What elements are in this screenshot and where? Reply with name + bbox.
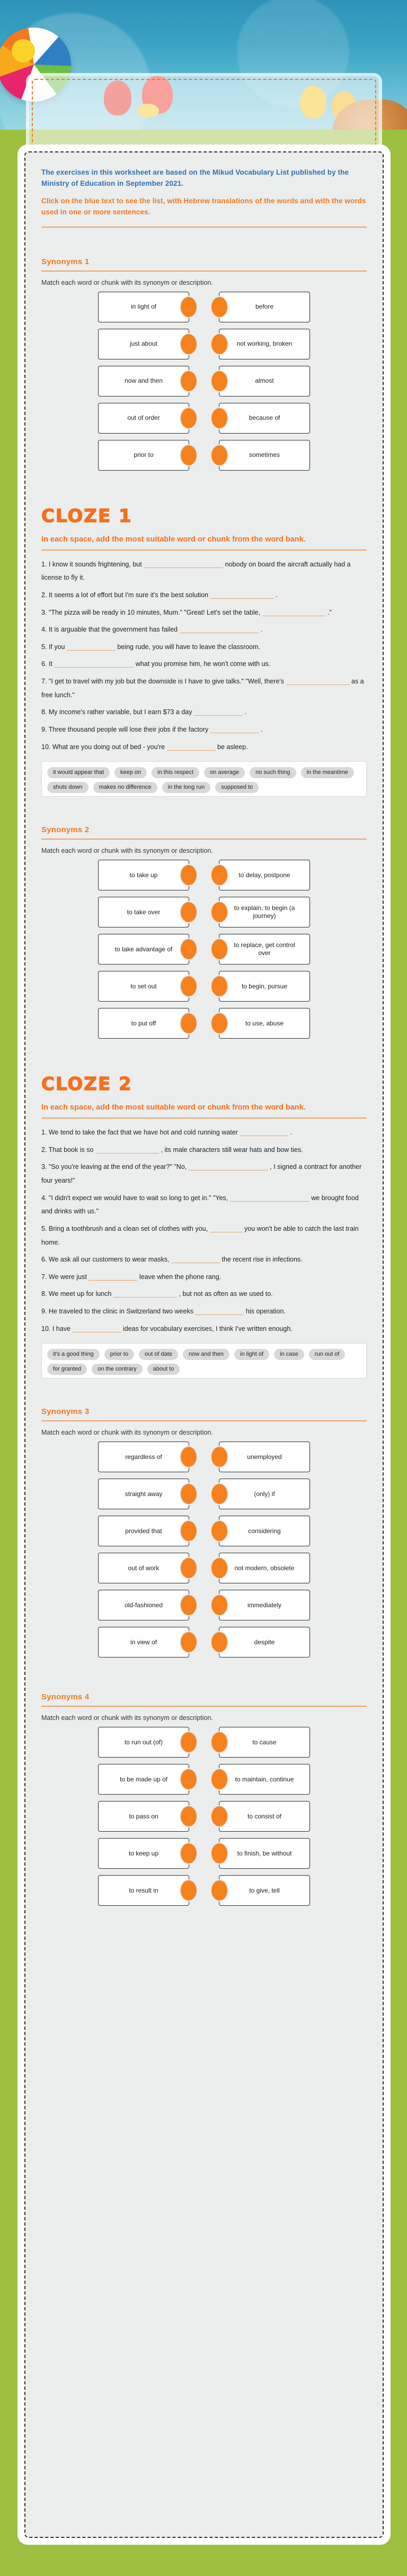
match-left-box[interactable]	[98, 1442, 189, 1472]
match-left-label: out of order	[127, 414, 160, 422]
match-left-label: to keep up	[128, 1849, 159, 1857]
match-row	[41, 1442, 367, 1472]
match-left-box[interactable]	[98, 1590, 189, 1620]
cloze-blank[interactable]	[167, 743, 216, 751]
match-right-label: unemployed	[247, 1453, 282, 1461]
match-right-label: not modern, obsolete	[234, 1564, 295, 1572]
match-row	[41, 403, 367, 434]
match-list-synonyms-1	[41, 292, 367, 471]
word-bank-chip[interactable]: in the long run	[162, 782, 211, 793]
match-right-label: despite	[254, 1638, 275, 1646]
cloze-item: 10. What are you doing out of bed - you're be asleep.	[41, 743, 248, 751]
divider	[41, 550, 367, 551]
cloze-blank[interactable]	[113, 1290, 177, 1298]
match-left-box[interactable]	[98, 366, 189, 397]
connector-dot-icon[interactable]	[211, 1732, 227, 1752]
cloze-item: 3. "So you're leaving at the end of the year?" "No, , I signed a contract for another four years!"	[41, 1163, 362, 1185]
match-right-box[interactable]	[219, 329, 310, 359]
match-row	[41, 934, 367, 965]
match-row	[41, 1627, 367, 1658]
cloze-item: 1. We tend to take the fact that we have hot and cold running water .	[41, 1129, 293, 1137]
match-right-label: considering	[248, 1527, 281, 1535]
match-right-box[interactable]	[219, 1727, 310, 1758]
match-left-box[interactable]	[98, 1516, 189, 1546]
match-row	[41, 971, 367, 1002]
connector-dot-icon[interactable]	[181, 334, 197, 354]
match-left-box[interactable]	[98, 403, 189, 434]
connector-dot-icon[interactable]	[181, 1484, 197, 1504]
match-left-label: old-fashioned	[124, 1601, 163, 1609]
word-bank-chip[interactable]: on average	[204, 767, 245, 778]
match-left-box[interactable]	[98, 1627, 189, 1658]
match-right-box[interactable]	[219, 1590, 310, 1620]
match-right-label: before	[255, 303, 274, 311]
cloze-blank[interactable]	[95, 1146, 159, 1154]
match-right-box[interactable]	[219, 1516, 310, 1546]
connector-dot-icon[interactable]	[211, 1447, 227, 1467]
connector-dot-icon[interactable]	[181, 1447, 197, 1467]
worksheet-sheet	[21, 148, 387, 2541]
cloze-item: 5. If you being rude, you will have to leave the classroom.	[41, 643, 261, 651]
match-list-synonyms-3	[41, 1442, 367, 1658]
cloze-item: 6. It what you promise him, he won't come with us.	[41, 660, 271, 668]
word-bank-chip[interactable]: now and then	[183, 1349, 229, 1360]
intro-blue-text[interactable]: The exercises in this worksheet are based on the Mikud Vocabulary List published by the Ministry of Education in September 2021.	[41, 168, 349, 187]
connector-dot-icon[interactable]	[181, 1769, 197, 1789]
cloze-item: 10. I have ideas for vocabulary exercises, I think I've written enough.	[41, 1325, 293, 1332]
match-left-box[interactable]	[98, 860, 189, 890]
match-left-label: out of work	[128, 1564, 160, 1572]
worksheet-content	[24, 151, 384, 2538]
match-left-label: to run out (of)	[124, 1738, 163, 1746]
match-row	[41, 1590, 367, 1620]
cloze-instruction: In each space, add the most suitable word or chunk from the word bank.	[41, 535, 306, 544]
connector-dot-icon[interactable]	[211, 371, 227, 391]
cloze-blank[interactable]	[210, 725, 259, 733]
match-right-label: sometimes	[249, 451, 280, 459]
match-left-label: to put off	[131, 1019, 156, 1027]
match-row	[41, 1553, 367, 1583]
match-row	[41, 1764, 367, 1795]
match-right-label: (only) if	[254, 1490, 275, 1498]
cloze-list-2	[41, 1126, 367, 1336]
cloze-item: 3. "The pizza will be ready in 10 minutes, Mum." "Great! Let's set the table, ."	[41, 608, 332, 616]
cloze-list-1	[41, 558, 367, 754]
connector-dot-icon[interactable]	[181, 865, 197, 885]
connector-dot-icon[interactable]	[181, 976, 197, 996]
cloze-item: 8. We meet up for lunch , but not as often as we used to.	[41, 1290, 273, 1298]
cloze-blank[interactable]	[195, 1307, 244, 1315]
connector-dot-icon[interactable]	[181, 371, 197, 391]
match-right-box[interactable]	[219, 897, 310, 927]
word-bank-chip[interactable]: shuts down	[47, 782, 89, 793]
match-left-box[interactable]	[98, 440, 189, 471]
section-title-synonyms-3: Synonyms 3	[41, 1407, 90, 1417]
match-row	[41, 897, 367, 927]
section-title-cloze-1: CLOZE 1	[41, 505, 132, 527]
match-left-box[interactable]	[98, 1764, 189, 1795]
cloze-item: 9. Three thousand people will lose their jobs if the factory .	[41, 725, 263, 733]
match-right-box[interactable]	[219, 1875, 310, 1906]
connector-dot-icon[interactable]	[181, 1595, 197, 1615]
match-right-label: to finish, be without	[237, 1849, 292, 1857]
section-title-cloze-2: CLOZE 2	[41, 1074, 132, 1095]
match-right-label: not working, broken	[236, 340, 293, 348]
match-instruction: Match each word or chunk with its synonym or description.	[41, 847, 213, 855]
match-right-label: almost	[255, 377, 274, 385]
match-row	[41, 292, 367, 322]
word-bank-chip[interactable]: prior to	[104, 1349, 134, 1360]
cloze-blank[interactable]	[72, 1325, 121, 1332]
intro-orange-text: Click on the blue text to see the list, with Hebrew translations of the words and with the words used in one or more sentences.	[41, 196, 366, 216]
match-right-box[interactable]	[219, 1801, 310, 1832]
match-left-box[interactable]	[98, 292, 189, 322]
connector-dot-icon[interactable]	[211, 1880, 227, 1901]
word-bank-chip[interactable]: makes no difference	[93, 782, 157, 793]
word-bank-chip[interactable]: out of date	[139, 1349, 178, 1360]
word-bank-chip[interactable]: in this respect	[152, 767, 199, 778]
match-right-box[interactable]	[219, 440, 310, 471]
section-title-synonyms-4: Synonyms 4	[41, 1692, 90, 1702]
match-left-label: prior to	[134, 451, 154, 459]
connector-dot-icon[interactable]	[181, 1880, 197, 1901]
match-right-label: to use, abuse	[245, 1019, 284, 1027]
word-bank-chip[interactable]: it would appear that	[47, 767, 110, 778]
match-left-box[interactable]	[98, 329, 189, 359]
match-right-label: to replace, get control over	[234, 941, 295, 957]
match-left-label: to take advantage of	[114, 945, 173, 953]
match-left-label: to result in	[129, 1886, 158, 1894]
match-list-synonyms-4	[41, 1727, 367, 1906]
match-left-label: straight away	[125, 1490, 163, 1498]
match-left-label: provided that	[125, 1527, 162, 1535]
word-bank-chip[interactable]: keep on	[114, 767, 147, 778]
match-left-label: just about	[129, 340, 158, 348]
cloze-blank[interactable]	[67, 643, 116, 651]
word-bank-chip[interactable]: in case	[274, 1349, 304, 1360]
match-row	[41, 1727, 367, 1758]
match-left-label: to be made up of	[119, 1775, 168, 1783]
match-left-box[interactable]	[98, 1875, 189, 1906]
match-right-box[interactable]	[219, 366, 310, 397]
match-right-box[interactable]	[219, 1442, 310, 1472]
match-instruction: Match each word or chunk with its synonym or description.	[41, 1429, 213, 1437]
connector-dot-icon[interactable]	[181, 1632, 197, 1652]
cloze-item: 7. "I get to travel with my job but the downside is I have to give talks." "Well, there's as a free lunch."	[41, 678, 364, 699]
connector-dot-icon[interactable]	[211, 297, 227, 317]
cloze-blank[interactable]	[230, 1194, 309, 1202]
cloze-item: 7. We were just leave when the phone rang.	[41, 1273, 222, 1281]
connector-dot-icon[interactable]	[181, 1521, 197, 1541]
connector-dot-icon[interactable]	[181, 1558, 197, 1578]
cloze-blank[interactable]	[171, 1255, 220, 1263]
match-left-label: to take up	[129, 871, 158, 879]
word-bank-chip[interactable]: for granted	[47, 1364, 87, 1375]
section-title-synonyms-2: Synonyms 2	[41, 825, 90, 835]
match-row	[41, 1801, 367, 1832]
connector-dot-icon[interactable]	[211, 1484, 227, 1504]
cloze-item: 1. I know it sounds frightening, but nobody on board the aircraft actually had a license to fly it.	[41, 560, 351, 582]
connector-dot-icon[interactable]	[211, 976, 227, 996]
cloze-blank[interactable]	[144, 560, 223, 568]
match-left-box[interactable]	[98, 897, 189, 927]
connector-dot-icon[interactable]	[211, 1013, 227, 1033]
match-row	[41, 440, 367, 471]
match-right-box[interactable]	[219, 292, 310, 322]
match-row	[41, 1479, 367, 1509]
match-right-box[interactable]	[219, 934, 310, 965]
cloze-blank[interactable]	[89, 1273, 137, 1281]
cloze-blank[interactable]	[194, 708, 243, 716]
word-bank-chip[interactable]: in the meantime	[301, 767, 354, 778]
match-row	[41, 329, 367, 359]
match-instruction: Match each word or chunk with its synonym or description.	[41, 278, 213, 286]
cloze-blank[interactable]	[262, 608, 326, 616]
cloze-item: 8. My income's rather variable, but I earn $73 a day .	[41, 708, 246, 716]
connector-dot-icon[interactable]	[211, 1595, 227, 1615]
connector-dot-icon[interactable]	[211, 902, 227, 922]
connector-dot-icon[interactable]	[211, 1769, 227, 1789]
match-row	[41, 1516, 367, 1546]
match-right-box[interactable]	[219, 1553, 310, 1583]
match-left-box[interactable]	[98, 971, 189, 1002]
connector-dot-icon[interactable]	[211, 334, 227, 354]
match-left-box[interactable]	[98, 1553, 189, 1583]
match-row	[41, 1838, 367, 1869]
match-right-box[interactable]	[219, 1627, 310, 1658]
connector-dot-icon[interactable]	[211, 1558, 227, 1578]
match-right-box[interactable]	[219, 860, 310, 890]
cloze-blank[interactable]	[240, 1128, 288, 1136]
word-bank-chip[interactable]: about to	[147, 1364, 180, 1375]
connector-dot-icon[interactable]	[181, 408, 197, 428]
connector-dot-icon[interactable]	[181, 1806, 197, 1826]
match-right-box[interactable]	[219, 1764, 310, 1795]
match-right-label: to delay, postpone	[238, 871, 290, 879]
cloze-blank[interactable]	[210, 1224, 243, 1232]
match-right-box[interactable]	[219, 403, 310, 434]
divider	[41, 1706, 367, 1707]
word-bank-chip[interactable]: in light of	[234, 1349, 269, 1360]
cloze-item: 9. He traveled to the clinic in Switzerland two weeks his operation.	[41, 1308, 286, 1316]
divider	[41, 271, 367, 272]
connector-dot-icon[interactable]	[181, 445, 197, 465]
connector-dot-icon[interactable]	[181, 1732, 197, 1752]
match-left-label: to take over	[127, 908, 161, 916]
match-left-label: regardless of	[125, 1453, 162, 1461]
section-title-synonyms-1: Synonyms 1	[41, 257, 90, 266]
cloze-item: 4. "I didn't expect we would have to wait so long to get in." "Yes, we brought food and drinks with us."	[41, 1194, 359, 1215]
cloze-item: 4. It is arguable that the government has failed .	[41, 626, 263, 634]
word-bank-cloze-2	[41, 1343, 367, 1379]
match-list-synonyms-2	[41, 860, 367, 1039]
cloze-blank[interactable]	[286, 677, 350, 685]
match-right-box[interactable]	[219, 1838, 310, 1869]
match-left-label: to pass on	[129, 1812, 158, 1820]
match-row	[41, 1875, 367, 1906]
connector-dot-icon[interactable]	[211, 1843, 227, 1863]
divider	[41, 1420, 367, 1421]
match-row	[41, 1008, 367, 1039]
match-right-box[interactable]	[219, 971, 310, 1002]
connector-dot-icon[interactable]	[211, 939, 227, 959]
match-left-box[interactable]	[98, 1479, 189, 1509]
match-left-label: in view of	[130, 1638, 157, 1646]
match-right-box[interactable]	[219, 1008, 310, 1039]
match-left-label: now and then	[124, 377, 163, 385]
match-right-label: because of	[249, 414, 280, 422]
match-left-label: in light of	[130, 303, 157, 311]
connector-dot-icon[interactable]	[211, 1806, 227, 1826]
match-row	[41, 860, 367, 890]
match-right-label: to consist of	[247, 1812, 282, 1820]
word-bank-chip[interactable]: run out of	[309, 1349, 345, 1360]
cloze-blank[interactable]	[189, 1163, 268, 1170]
match-right-label: to give, tell	[249, 1886, 280, 1894]
cloze-item: 2. It seems a lot of effort but I'm sure it's the best solution .	[41, 591, 278, 599]
divider	[41, 839, 367, 840]
match-left-box[interactable]	[98, 1838, 189, 1869]
header-card	[29, 76, 379, 150]
match-row	[41, 366, 367, 397]
cloze-blank[interactable]	[54, 660, 134, 668]
connector-dot-icon[interactable]	[211, 865, 227, 885]
match-instruction: Match each word or chunk with its synonym or description.	[41, 1714, 213, 1722]
match-right-box[interactable]	[219, 1479, 310, 1509]
connector-dot-icon[interactable]	[181, 1013, 197, 1033]
connector-dot-icon[interactable]	[211, 1521, 227, 1541]
cloze-blank[interactable]	[210, 591, 274, 599]
word-bank-chip[interactable]: supposed to	[215, 782, 259, 793]
word-bank-chip[interactable]: it's a good thing	[47, 1349, 100, 1360]
connector-dot-icon[interactable]	[181, 297, 197, 317]
match-left-box[interactable]	[98, 1727, 189, 1758]
connector-dot-icon[interactable]	[181, 902, 197, 922]
word-bank-chip[interactable]: no such thing	[250, 767, 296, 778]
cloze-item: 5. Bring a toothbrush and a clean set of clothes with you, you won't be able to catch the last train home.	[41, 1224, 359, 1246]
match-right-label: to cause	[252, 1738, 277, 1746]
cloze-item: 6. We ask all our customers to wear masks, the recent rise in infections.	[41, 1256, 303, 1264]
connector-dot-icon[interactable]	[211, 408, 227, 428]
word-bank-chip[interactable]: on the contrary	[92, 1364, 142, 1375]
match-left-box[interactable]	[98, 1801, 189, 1832]
match-left-box[interactable]	[98, 934, 189, 965]
connector-dot-icon[interactable]	[211, 1632, 227, 1652]
word-bank-cloze-1	[41, 761, 367, 797]
connector-dot-icon[interactable]	[211, 445, 227, 465]
match-right-label: to maintain, continue	[235, 1775, 294, 1783]
match-right-label: immediately	[247, 1601, 282, 1609]
match-right-label: to begin, pursue	[241, 982, 288, 990]
divider	[41, 1118, 367, 1119]
divider	[41, 227, 367, 228]
cloze-item: 2. That book is so , its male characters still wear hats and bow ties.	[41, 1146, 303, 1154]
connector-dot-icon[interactable]	[181, 1843, 197, 1863]
match-left-label: to set out	[130, 982, 157, 990]
match-left-box[interactable]	[98, 1008, 189, 1039]
cloze-instruction: In each space, add the most suitable word or chunk from the word bank.	[41, 1103, 306, 1112]
connector-dot-icon[interactable]	[181, 939, 197, 959]
match-right-label: to explain, to begin (a journey)	[234, 904, 295, 920]
cloze-blank[interactable]	[180, 625, 259, 633]
